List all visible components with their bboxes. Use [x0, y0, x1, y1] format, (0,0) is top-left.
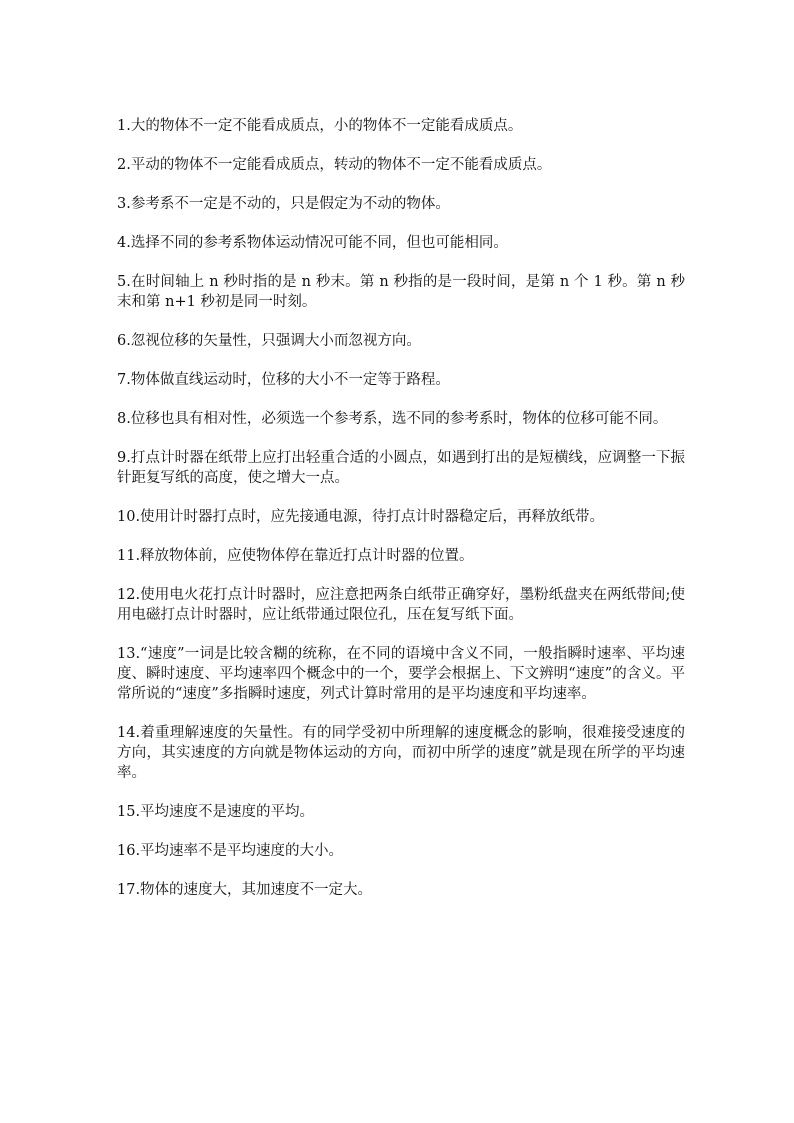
- list-item: 14.着重理解速度的矢量性。有的同学受初中所理解的速度概念的影响，很难接受速度的方向，其实速度的方向就是物体运动的方向，而初中所学的速度”就是现在所学的平均速率。: [117, 725, 685, 781]
- list-item: 3.参考系不一定是不动的，只是假定为不动的物体。: [117, 196, 450, 212]
- list-item: 6.忽视位移的矢量性，只强调大小而忽视方向。: [117, 333, 421, 349]
- list-item: 12.使用电火花打点计时器时，应注意把两条白纸带正确穿好，墨粉纸盘夹在两纸带间;使用电磁打点计时器时，应让纸带通过限位孔，压在复写纸下面。: [117, 587, 685, 623]
- list-item: 11.释放物体前，应使物体停在靠近打点计时器的位置。: [117, 548, 474, 564]
- list-item: 13.“速度”一词是比较含糊的统称，在不同的语境中含义不同，一般指瞬时速率、平均速度、瞬时速度、平均速率四个概念中的一个，要学会根据上、下文辨明“速度”的含义。平常所说的“速度”多指瞬时速度，列式计算时常用的是平均速度和平均速率。: [117, 646, 685, 702]
- list-item: 17.物体的速度大，其加速度不一定大。: [117, 882, 373, 898]
- document-body: [117, 116, 685, 919]
- list-item: 2.平动的物体不一定能看成质点，转动的物体不一定不能看成质点。: [117, 157, 552, 173]
- list-item: 1.大的物体不一定不能看成质点，小的物体不一定能看成质点。: [117, 118, 523, 134]
- list-item: 10.使用计时器打点时，应先接通电源，待打点计时器稳定后，再释放纸带。: [117, 509, 605, 525]
- list-item: 7.物体做直线运动时，位移的大小不一定等于路程。: [117, 372, 450, 388]
- list-item: 15.平均速度不是速度的平均。: [117, 804, 315, 820]
- list-item: 9.打点计时器在纸带上应打出轻重合适的小圆点，如遇到打出的是短横线，应调整一下振针距复写纸的高度，使之增大一点。: [117, 450, 685, 486]
- list-item: 8.位移也具有相对性，必须选一个参考系，选不同的参考系时，物体的位移可能不同。: [117, 411, 668, 427]
- list-item: 5.在时间轴上 n 秒时指的是 n 秒末。第 n 秒指的是一段时间，是第 n 个 1 秒。第 n 秒末和第 n+1 秒初是同一时刻。: [117, 274, 685, 310]
- list-item: 16.平均速率不是平均速度的大小。: [117, 843, 344, 859]
- list-item: 4.选择不同的参考系物体运动情况可能不同，但也可能相同。: [117, 235, 508, 251]
